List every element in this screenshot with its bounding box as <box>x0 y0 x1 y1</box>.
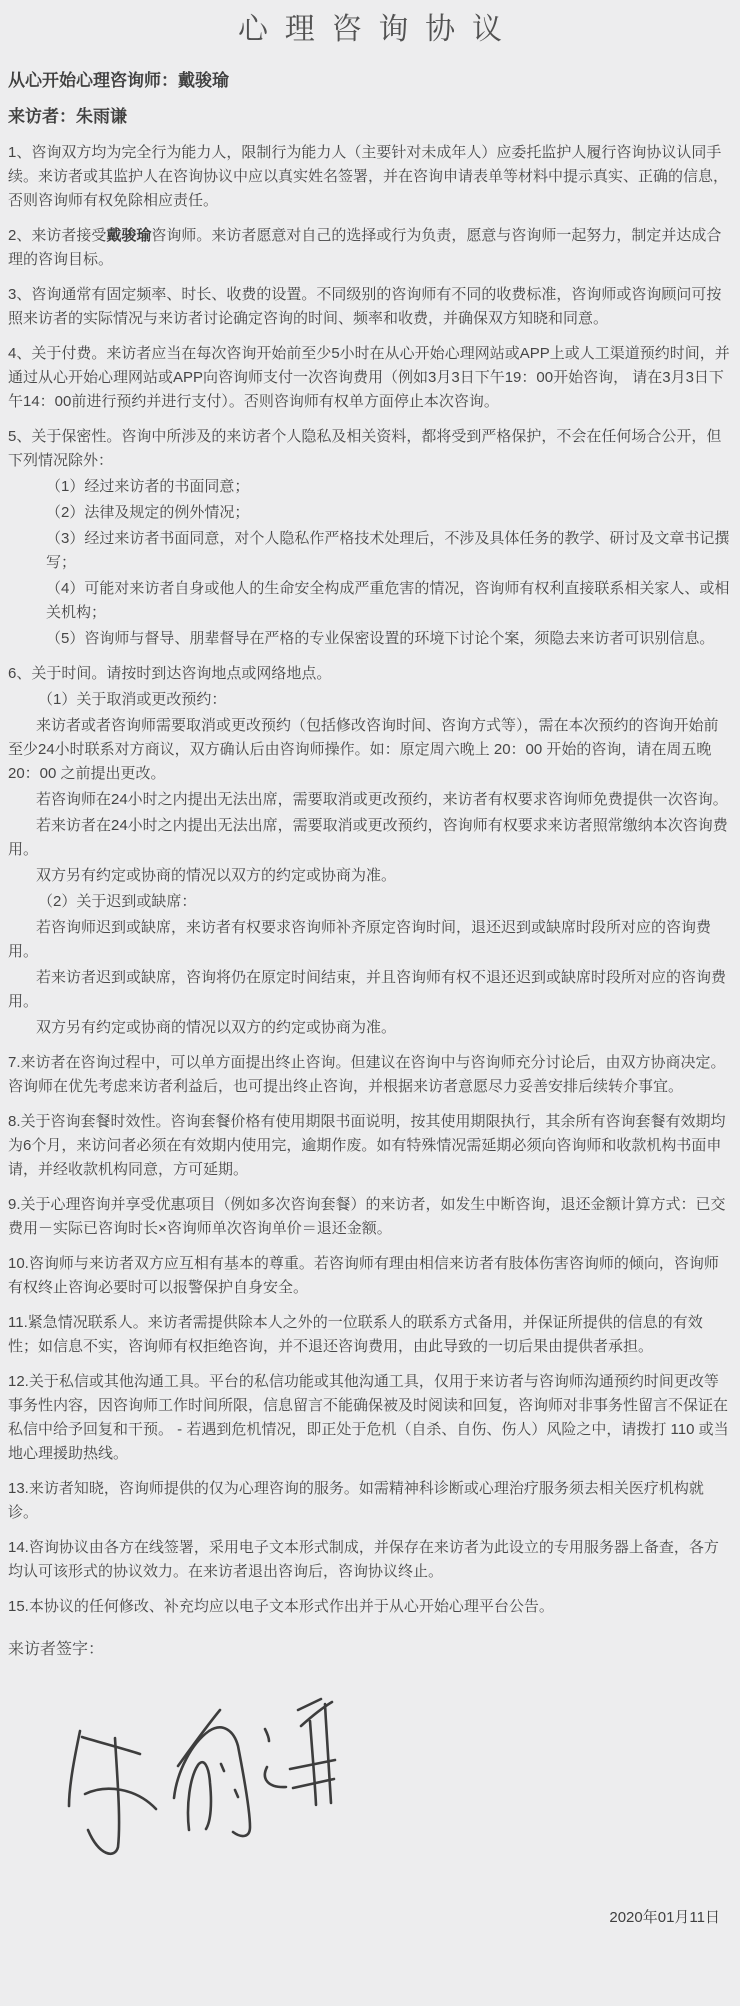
clause-paragraph: 1、咨询双方均为完全行为能力人，限制行为能力人（主要针对未成年人）应委托监护人履行咨询协议认同手续。来访者或其监护人在咨询协议中应以真实姓名签署，并在咨询申请表单等材料中提示真实、正确的信息，否则咨询师有权免除相应责任。 <box>8 144 729 209</box>
clause-paragraph: 双方另有约定或协商的情况以双方的约定或协商为准。 <box>36 867 397 884</box>
clause <box>8 1193 732 1241</box>
clause-paragraph: 若来访者在24小时之内提出无法出席，需要取消或更改预约，咨询师有权要求来访者照常缴纳本次咨询费用。 <box>8 817 728 858</box>
signature-strokes <box>58 1687 348 1872</box>
clause-paragraph: 8.关于咨询套餐时效性。咨询套餐价格有使用期限书面说明，按其使用期限执行，其余所有咨询套餐有效期均为6个月，来访问者必须在有效期内使用完，逾期作废。如有特殊情况需延期必须向咨询师和收款机构书面申请，并经收款机构同意，方可延期。 <box>8 1113 726 1178</box>
page-title: 心理咨询协议 <box>237 13 519 46</box>
clause <box>8 141 732 213</box>
clause-paragraph: 5、关于保密性。咨询中所涉及的来访者个人隐私及相关资料，都将受到严格保护，不会在任何场合公开，但下列情况除外： <box>8 428 722 469</box>
clause-paragraph: 9.关于心理咨询并享受优惠项目（例如多次咨询套餐）的来访者，如发生中断咨询，退还金额计算方式：已交费用－实际已咨询时长×咨询师单次咨询单价＝退还金额。 <box>8 1196 726 1237</box>
clause <box>8 1252 732 1300</box>
signature-label: 来访者签字： <box>8 1641 105 1658</box>
clause-paragraph: 10.咨询师与来访者双方应互相有基本的尊重。若咨询师有理由相信来访者有肢体伤害咨询师的倾向，咨询师有权终止咨询必要时可以报警保护自身安全。 <box>8 1255 719 1296</box>
clause-paragraph: 双方另有约定或协商的情况以双方的约定或协商为准。 <box>36 1019 397 1036</box>
clauses <box>8 141 732 1619</box>
clause-paragraph: （3）经过来访者书面同意，对个人隐私作严格技术处理后，不涉及具体任务的教学、研讨及文章书记撰写； <box>46 530 730 571</box>
visitor-line: 来访者：朱雨谦 <box>8 107 127 126</box>
date-line: 2020年01月11日 <box>609 1909 720 1926</box>
handwritten-signature <box>58 1687 348 1872</box>
clause <box>8 224 732 272</box>
clause <box>8 1536 732 1584</box>
clause <box>8 1595 732 1619</box>
clause-paragraph: 6、关于时间。请按时到达咨询地点或网络地点。 <box>8 665 332 682</box>
clause <box>8 662 732 1040</box>
clause <box>8 1370 732 1466</box>
clause-paragraph: 2、来访者接受戴骏瑜咨询师。来访者愿意对自己的选择或行为负责，愿意与咨询师一起努力，制定并达成合理的咨询目标。 <box>8 227 722 268</box>
clause <box>8 1110 732 1182</box>
clause-paragraph: 来访者或者咨询师需要取消或更改预约（包括修改咨询时间、咨询方式等），需在本次预约的咨询开始前至少24小时联系对方商议，双方确认后由咨询师操作。如：原定周六晚上 20：00 开始的咨询，请在周五晚 20：00 之前提出更改。 <box>8 717 719 782</box>
clause-paragraph: （4）可能对来访者自身或他人的生命安全构成严重危害的情况，咨询师有权利直接联系相关家人、或相关机构； <box>46 580 730 621</box>
clause-paragraph: （5）咨询师与督导、朋辈督导在严格的专业保密设置的环境下讨论个案，须隐去来访者可识别信息。 <box>46 630 715 647</box>
clause <box>8 1051 732 1099</box>
clause-paragraph: 3、咨询通常有固定频率、时长、收费的设置。不同级别的咨询师有不同的收费标准，咨询师或咨询顾问可按照来访者的实际情况与来访者讨论确定咨询的时间、频率和收费，并确保双方知晓和同意。 <box>8 286 722 327</box>
counselor-line: 从心开始心理咨询师：戴骏瑜 <box>8 71 229 90</box>
clause-paragraph: （2）关于迟到或缺席： <box>38 893 197 910</box>
clause-paragraph: 12.关于私信或其他沟通工具。平台的私信功能或其他沟通工具，仅用于来访者与咨询师沟通预约时间更改等事务性内容，因咨询师工作时间所限，信息留言不能确保被及时阅读和回复，咨询师对非事务性留言不保证在私信中给予回复和干预。 - 若遇到危机情况，即正处于危机（自杀、自伤、伤人）风险之中，请拨打 110 或当地心理援助热线。 <box>8 1373 729 1462</box>
clause-paragraph: 14.咨询协议由各方在线签署，采用电子文本形式制成，并保存在来访者为此设立的专用服务器上备查，各方均认可该形式的协议效力。在来访者退出咨询后，咨询协议终止。 <box>8 1539 719 1580</box>
clause-paragraph: 若咨询师迟到或缺席，来访者有权要求咨询师补齐原定咨询时间，退还迟到或缺席时段所对应的咨询费用。 <box>8 919 712 960</box>
clause-paragraph: 11.紧急情况联系人。来访者需提供除本人之外的一位联系人的联系方式备用，并保证所提供的信息的有效性；如信息不实，咨询师有权拒绝咨询，并不退还咨询费用，由此导致的一切后果由提供者承担。 <box>8 1314 703 1355</box>
clause-paragraph: 若咨询师在24小时之内提出无法出席，需要取消或更改预约，来访者有权要求咨询师免费提供一次咨询。 <box>36 791 728 808</box>
clause-paragraph: 若来访者迟到或缺席，咨询将仍在原定时间结束，并且咨询师有权不退还迟到或缺席时段所对应的咨询费用。 <box>8 969 727 1010</box>
clause-paragraph: （1）经过来访者的书面同意； <box>46 478 250 495</box>
counselor-name-emphasis: 戴骏瑜 <box>106 227 152 244</box>
clause <box>8 1477 732 1525</box>
clause <box>8 283 732 331</box>
clause-paragraph: 13.来访者知晓，咨询师提供的仅为心理咨询的服务。如需精神科诊断或心理治疗服务须去相关医疗机构就诊。 <box>8 1480 704 1521</box>
clause-paragraph: 15.本协议的任何修改、补充均应以电子文本形式作出并于从心开始心理平台公告。 <box>8 1598 554 1615</box>
clause <box>8 425 732 651</box>
clause <box>8 1311 732 1359</box>
clause-paragraph: （2）法律及规定的例外情况； <box>46 504 250 521</box>
clause-paragraph: 4、关于付费。来访者应当在每次咨询开始前至少5小时在从心开始心理网站或APP上或人工渠道预约时间，并通过从心开始心理网站或APP向咨询师支付一次咨询费用（例如3月3日下午19：00开始咨询， 请在3月3日下午14：00前进行预约并进行支付）。否则咨询师有权单方面停止本次咨询。 <box>8 345 730 410</box>
clause <box>8 342 732 414</box>
clause-paragraph: （1）关于取消或更改预约： <box>38 691 227 708</box>
clause-paragraph: 7.来访者在咨询过程中，可以单方面提出终止咨询。但建议在咨询中与咨询师充分讨论后，由双方协商决定。咨询师在优先考虑来访者利益后，也可提出终止咨询，并根据来访者意愿尽力妥善安排后续转介事宜。 <box>8 1054 726 1095</box>
